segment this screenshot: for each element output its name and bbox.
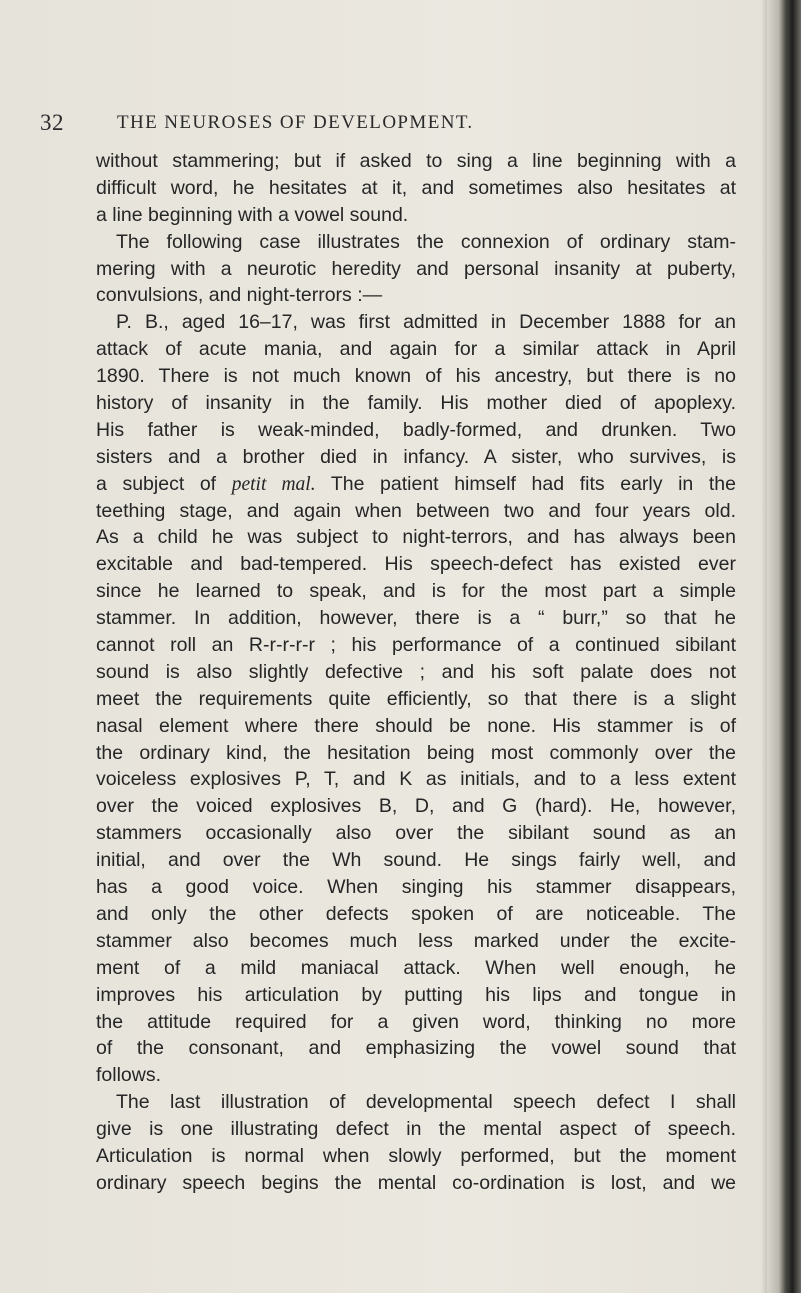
text-line: of the consonant, and emphasizing the vowel sound that [96,1037,736,1060]
text-line: P. B., aged 16–17, was first admitted in December 1888 for an [116,311,736,334]
text-line: 1890. There is not much known of his ancestry, but there is no [96,365,736,388]
text-line: and only the other defects spoken of are noticeable. The [96,902,736,925]
text-line: As a child he was subject to night-terrors, and has always been [96,526,736,549]
text-line: excitable and bad-tempered. His speech-defect has existed ever [96,553,736,576]
text-line: Articulation is normal when slowly performed, but the moment [96,1144,736,1167]
text-line: initial, and over the Wh sound. He sings fairly well, and [96,849,736,872]
text-line: His father is weak-minded, badly-formed, and drunken. Two [96,418,736,441]
text-line: The last illustration of developmental speech defect I shall [116,1091,736,1114]
page-header [40,110,760,140]
text-line: difficult word, he hesitates at it, and sometimes also hesitates at [96,176,736,199]
text-line: give is one illustrating defect in the mental aspect of speech. [96,1118,736,1141]
text-line: ment of a mild maniacal attack. When well enough, he [96,956,736,979]
text-run: The patient himself had fits early in the [315,472,736,495]
text-line: stammers occasionally also over the sibilant sound as an [96,822,736,845]
text-line: stammer also becomes much less marked under the excite- [96,929,736,952]
text-line: teething stage, and again when between two and four years old. [96,499,736,522]
text-line: since he learned to speak, and is for the most part a simple [96,580,736,603]
text-line: has a good voice. When singing his stammer disappears, [96,876,736,899]
text-line: sisters and a brother died in infancy. A sister, who survives, is [96,445,736,468]
italic-term: petit mal. [231,473,316,495]
text-line: stammer. In addition, however, there is a “ burr,” so that he [96,607,736,630]
text-line: the attitude required for a given word, thinking no more [96,1010,736,1033]
text-line: meet the requirements quite efficiently, so that there is a slight [96,687,736,710]
text-line: cannot roll an R-r-r-r-r ; his performance of a continued sibilant [96,634,736,657]
text-line: the ordinary kind, the hesitation being most commonly over the [96,741,736,764]
book-spine [767,0,801,1293]
running-title: THE NEUROSES OF DEVELOPMENT. [117,112,474,133]
text-line: without stammering; but if asked to sing a line beginning with a [96,150,736,172]
text-run: a subject of [96,472,232,495]
text-line [96,471,736,498]
text-line: history of insanity in the family. His mother died of apoplexy. [96,392,736,415]
text-line: mering with a neurotic heredity and personal insanity at puberty, [96,257,736,280]
body-text [96,148,736,1197]
text-line: attack of acute mania, and again for a similar attack in April [96,338,736,361]
page-number: 32 [40,110,64,135]
text-line: a line beginning with a vowel sound. [96,203,409,226]
text-line: voiceless explosives P, T, and K as initials, and to a less extent [96,768,736,791]
text-line: convulsions, and night-terrors :— [96,284,383,307]
text-line: ordinary speech begins the mental co-ordination is lost, and we [96,1171,736,1194]
text-line: over the voiced explosives B, D, and G (hard). He, however, [96,795,736,818]
text-line: nasal element where there should be none. His stammer is of [96,714,736,737]
text-line: sound is also slightly defective ; and his soft palate does not [96,660,736,683]
text-line: The following case illustrates the connexion of ordinary stam- [116,230,736,253]
text-line: follows. [96,1064,162,1087]
text-line: improves his articulation by putting his lips and tongue in [96,983,736,1006]
